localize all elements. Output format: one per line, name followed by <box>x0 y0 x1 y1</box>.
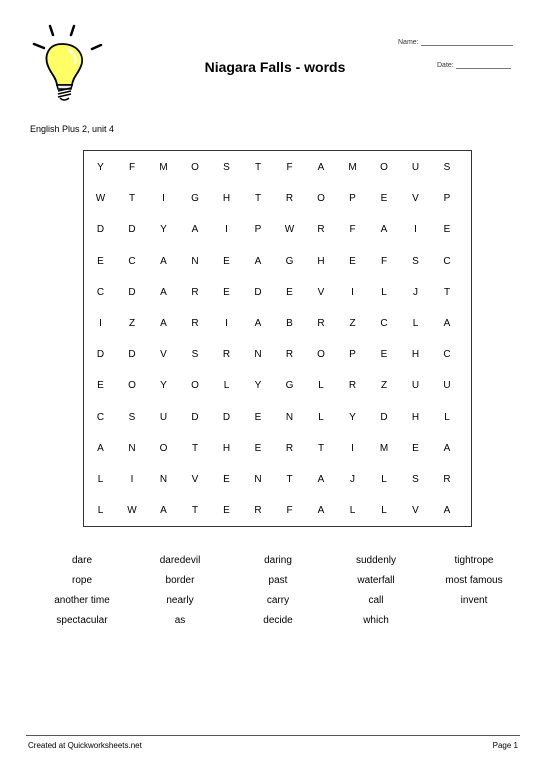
word-list-item: waterfall <box>357 575 395 586</box>
grid-letter: E <box>349 255 356 267</box>
grid-letter: S <box>223 162 230 173</box>
grid-letter: C <box>96 286 105 298</box>
grid-letter: H <box>222 442 231 454</box>
grid-letter: D <box>191 411 199 423</box>
grid-letter: T <box>128 193 136 205</box>
word-list-item: most famous <box>445 575 503 586</box>
grid-letter: O <box>191 162 199 173</box>
grid-letter: A <box>254 318 262 329</box>
grid-letter: R <box>222 349 231 361</box>
word-list-item: past <box>268 575 288 586</box>
name-field <box>398 39 513 46</box>
grid-letter: I <box>130 474 134 485</box>
grid-letter: Y <box>97 162 104 173</box>
grid-letter: U <box>411 380 420 392</box>
grid-letter: P <box>349 349 356 361</box>
grid-letter: C <box>380 318 388 329</box>
grid-letter: T <box>191 442 199 454</box>
grid-letter: R <box>191 318 199 329</box>
grid-letter: L <box>97 474 104 485</box>
grid-letter: R <box>348 380 357 392</box>
worksheet-subtitle: English Plus 2, unit 4 <box>30 124 115 134</box>
word-list-item: which <box>363 615 389 626</box>
grid-letter: P <box>443 193 451 205</box>
grid-letter: E <box>223 286 230 298</box>
word-list-item: decide <box>263 615 293 626</box>
grid-letter: A <box>160 318 167 329</box>
footer-divider <box>26 735 520 736</box>
name-label: Name: <box>398 39 419 46</box>
grid-letter: E <box>443 224 451 236</box>
grid-letter: A <box>160 286 167 298</box>
grid-letter: E <box>223 505 230 517</box>
grid-letter: D <box>222 411 231 423</box>
grid-letter: A <box>317 162 325 173</box>
grid-letter: L <box>381 474 387 485</box>
grid-letter: N <box>285 411 294 423</box>
grid-letter: P <box>254 224 262 236</box>
grid-letter: D <box>128 349 136 361</box>
grid-letter: A <box>160 255 167 267</box>
grid-letter: Y <box>160 380 167 392</box>
grid-letter: I <box>225 318 228 329</box>
grid-letter: A <box>317 505 325 517</box>
grid-letter: T <box>254 162 262 173</box>
footer-credit: Created at Quickworksheets.net <box>28 741 142 750</box>
grid-letter: A <box>443 318 451 329</box>
grid-letter: I <box>351 286 354 298</box>
grid-letter: F <box>349 224 356 236</box>
grid-letter: Y <box>160 224 167 236</box>
grid-letter: P <box>349 193 356 205</box>
grid-letter: N <box>191 255 199 267</box>
grid-letter: L <box>381 286 387 298</box>
grid-letter: R <box>317 224 325 236</box>
grid-letter: R <box>254 505 262 517</box>
word-list-item: spectacular <box>56 615 108 626</box>
grid-letter: E <box>223 474 230 485</box>
grid-letter: O <box>128 380 136 392</box>
grid-letter: R <box>285 442 294 454</box>
grid-letter: T <box>286 474 293 485</box>
grid-letter: U <box>443 380 451 392</box>
word-list-item: daredevil <box>159 555 201 566</box>
name-line <box>421 45 513 46</box>
grid-letter: L <box>97 505 104 517</box>
grid-letter: M <box>159 162 168 173</box>
grid-letter: F <box>286 505 293 517</box>
grid-letter: W <box>127 505 137 517</box>
grid-letter: V <box>412 505 419 517</box>
grid-letter: R <box>285 193 294 205</box>
grid-letter: S <box>191 349 199 361</box>
grid-letter: N <box>159 474 168 485</box>
grid-letter: C <box>443 349 451 361</box>
grid-letter: W <box>95 193 106 205</box>
grid-letter: D <box>96 349 105 361</box>
grid-letter: E <box>254 442 262 454</box>
grid-letter: V <box>160 349 167 361</box>
grid-letter: E <box>380 193 388 205</box>
grid-letter: A <box>191 224 199 236</box>
grid-letter: O <box>191 380 199 392</box>
grid-letter: I <box>414 224 417 236</box>
grid-letter: L <box>318 411 324 423</box>
word-list-item: daring <box>264 555 292 566</box>
grid-letter: E <box>223 255 230 267</box>
word-list-item: call <box>368 595 384 606</box>
grid-letter: S <box>412 255 419 267</box>
grid-letter: T <box>443 286 451 298</box>
grid-letter: L <box>223 380 230 392</box>
word-list-item: nearly <box>166 595 194 606</box>
grid-letter: F <box>286 162 293 173</box>
grid-letter: D <box>380 411 388 423</box>
grid-letter: U <box>411 162 420 173</box>
grid-letter: A <box>443 442 451 454</box>
grid-letter: S <box>412 474 419 485</box>
grid-letter: A <box>317 474 325 485</box>
grid-letter: F <box>380 255 388 267</box>
grid-letter: I <box>99 318 102 329</box>
word-list-item: as <box>174 615 186 626</box>
word-list-item: dare <box>71 555 92 566</box>
date-label: Date: <box>437 62 454 69</box>
grid-letter: T <box>191 505 199 517</box>
grid-letter: O <box>317 349 325 361</box>
grid-letter: B <box>286 318 293 329</box>
grid-letter: E <box>97 380 104 392</box>
grid-letter: V <box>191 474 199 485</box>
grid-letter: N <box>128 442 136 454</box>
grid-letter: L <box>318 380 324 392</box>
grid-letter: S <box>128 411 136 423</box>
grid-letter: E <box>254 411 262 423</box>
word-list <box>33 553 523 629</box>
grid-letter: R <box>285 349 294 361</box>
grid-letter: T <box>317 442 325 454</box>
grid-letter: O <box>380 162 388 173</box>
grid-letter: T <box>254 193 262 205</box>
grid-letter: C <box>96 411 105 423</box>
grid-letter: L <box>444 411 450 423</box>
grid-letter: L <box>412 318 419 329</box>
grid-letter: C <box>128 255 136 267</box>
grid-letter: I <box>162 193 165 205</box>
grid-letter: E <box>412 442 419 454</box>
grid-letter: D <box>128 286 136 298</box>
grid-letter: E <box>97 255 104 267</box>
page-number: Page 1 <box>492 741 518 750</box>
lightbulb-icon <box>28 22 108 104</box>
grid-letter: D <box>128 224 136 236</box>
grid-letter: A <box>254 255 262 267</box>
grid-letter: H <box>317 255 325 267</box>
grid-letter: G <box>285 380 294 392</box>
grid-letter: H <box>411 349 420 361</box>
grid-letter: S <box>443 162 451 173</box>
grid-letter: Y <box>254 380 262 392</box>
word-list-item: another time <box>54 595 110 606</box>
grid-letter: J <box>413 286 418 298</box>
grid-letter: D <box>96 224 105 236</box>
grid-letter: Y <box>349 411 356 423</box>
word-search-grid <box>83 150 472 527</box>
grid-letter: O <box>317 193 325 205</box>
grid-letter: Z <box>380 380 388 392</box>
grid-letter: E <box>286 286 293 298</box>
grid-letter: W <box>284 224 295 236</box>
grid-letter: R <box>191 286 199 298</box>
word-list-item: tightrope <box>454 555 494 566</box>
date-field <box>437 62 511 69</box>
grid-letter: H <box>411 411 420 423</box>
grid-letter: I <box>351 442 354 454</box>
grid-letter: M <box>348 162 357 173</box>
grid-letter: H <box>222 193 231 205</box>
grid-letter: E <box>380 349 388 361</box>
grid-letter: R <box>443 474 451 485</box>
grid-letter: A <box>443 505 451 517</box>
grid-letter: Z <box>128 318 136 329</box>
word-list-item: suddenly <box>355 555 397 566</box>
grid-letter: D <box>254 286 262 298</box>
word-list-item: border <box>165 575 195 586</box>
page-title: Niagara Falls - words <box>204 59 346 75</box>
grid-letter: M <box>379 442 389 454</box>
grid-letter: L <box>381 505 387 517</box>
grid-letter: A <box>380 224 388 236</box>
grid-letter: G <box>285 255 294 267</box>
grid-letter: V <box>317 286 325 298</box>
grid-letter: O <box>159 442 168 454</box>
word-list-item: carry <box>266 595 290 606</box>
grid-letter: L <box>349 505 356 517</box>
grid-letter: Z <box>349 318 356 329</box>
grid-letter: U <box>159 411 168 423</box>
grid-letter: G <box>191 193 199 205</box>
grid-letter: C <box>443 255 451 267</box>
grid-letter: F <box>128 162 136 173</box>
grid-letter: A <box>97 442 104 454</box>
grid-letter: J <box>350 474 355 485</box>
grid-letter: V <box>412 193 419 205</box>
grid-letter: N <box>254 474 262 485</box>
grid-letter: N <box>254 349 262 361</box>
date-line <box>456 68 511 69</box>
grid-letter: I <box>225 224 228 236</box>
word-list-item: invent <box>460 595 488 606</box>
grid-letter: A <box>160 505 167 517</box>
grid-letter: R <box>317 318 325 329</box>
word-list-item: rope <box>71 575 92 586</box>
